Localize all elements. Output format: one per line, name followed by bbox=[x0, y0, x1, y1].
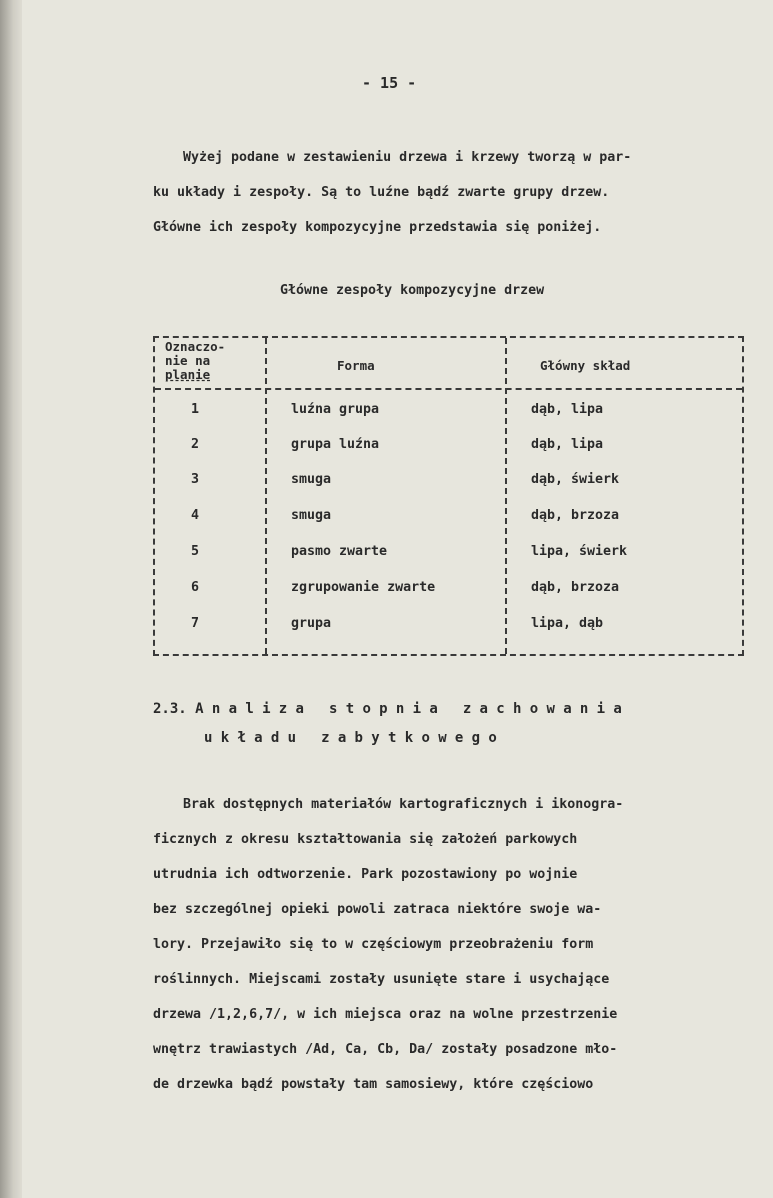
paragraph-line: de drzewka bądź powstały tam samosiewy, które częściowo bbox=[153, 1077, 594, 1092]
composition-table bbox=[153, 336, 744, 656]
paragraph-line: bez szczególnej opieki powoli zatraca niektóre swoje wa- bbox=[153, 902, 602, 917]
paragraph-line: Główne ich zespoły kompozycyjne przedstawia się poniżej. bbox=[153, 220, 602, 235]
paragraph-line: lory. Przejawiło się to w częściowym przeobrażeniu form bbox=[153, 937, 594, 952]
section-number: 2.3. bbox=[153, 701, 187, 717]
table-title: Główne zespoły kompozycyjne drzew bbox=[280, 283, 545, 298]
cell-forma: smuga bbox=[291, 472, 332, 487]
cell-number: 3 bbox=[190, 472, 199, 487]
paragraph-line: ku układy i zespoły. Są to luźne bądź zwarte grupy drzew. bbox=[153, 185, 610, 200]
table-row bbox=[155, 508, 742, 543]
paragraph-line: Brak dostępnych materiałów kartograficznych i ikonogra- bbox=[183, 797, 624, 812]
cell-forma: grupa luźna bbox=[291, 437, 380, 452]
cell-number: 2 bbox=[190, 437, 199, 452]
table-row bbox=[155, 616, 742, 651]
header-oznaczenie-line: nie na bbox=[165, 353, 211, 368]
cell-sklad: dąb, brzoza bbox=[531, 580, 620, 595]
cell-sklad: dąb, brzoza bbox=[531, 508, 620, 523]
page-number: - 15 - bbox=[362, 74, 417, 92]
cell-forma: smuga bbox=[291, 508, 332, 523]
cell-number: 4 bbox=[190, 508, 199, 523]
table-row bbox=[155, 472, 742, 507]
cell-forma: grupa bbox=[291, 616, 332, 631]
cell-sklad: dąb, lipa bbox=[531, 437, 604, 452]
binding-edge bbox=[0, 0, 22, 1198]
cell-number: 6 bbox=[190, 580, 199, 595]
table-header-divider bbox=[155, 388, 742, 390]
header-sklad: Główny skład bbox=[540, 358, 631, 373]
document-page bbox=[22, 0, 773, 1198]
paragraph-analysis bbox=[153, 787, 753, 1102]
cell-sklad: dąb, świerk bbox=[531, 472, 620, 487]
header-forma: Forma bbox=[337, 358, 375, 373]
paragraph-line: utrudnia ich odtworzenie. Park pozostawiony po wojnie bbox=[153, 867, 578, 882]
cell-forma: pasmo zwarte bbox=[291, 544, 388, 559]
cell-sklad: lipa, dąb bbox=[531, 616, 604, 631]
header-oznaczenie bbox=[165, 340, 260, 382]
cell-forma: luźna grupa bbox=[291, 402, 380, 417]
paragraph-line: Wyżej podane w zestawieniu drzewa i krzewy tworzą w par- bbox=[183, 150, 632, 165]
cell-forma: zgrupowanie zwarte bbox=[291, 580, 436, 595]
table-row bbox=[155, 580, 742, 615]
section-title-line1: Analiza stopnia zachowania bbox=[195, 701, 631, 717]
table-row bbox=[155, 402, 742, 437]
cell-sklad: lipa, świerk bbox=[531, 544, 628, 559]
table-row bbox=[155, 544, 742, 579]
header-oznaczenie-line: Oznaczo- bbox=[165, 339, 226, 354]
cell-sklad: dąb, lipa bbox=[531, 402, 604, 417]
table-row bbox=[155, 437, 742, 472]
paragraph-line: roślinnych. Miejscami zostały usunięte stare i usychające bbox=[153, 972, 610, 987]
paragraph-intro bbox=[153, 140, 753, 245]
section-heading bbox=[153, 695, 630, 753]
paragraph-line: wnętrz trawiastych /Ad, Ca, Cb, Da/ zostały posadzone mło- bbox=[153, 1042, 618, 1057]
section-heading-line1 bbox=[153, 695, 630, 724]
cell-number: 5 bbox=[190, 544, 199, 559]
header-oznaczenie-line: planie bbox=[165, 367, 211, 382]
paragraph-line: ficznych z okresu kształtowania się założeń parkowych bbox=[153, 832, 578, 847]
cell-number: 7 bbox=[190, 616, 199, 631]
paragraph-line: drzewa /1,2,6,7/, w ich miejsca oraz na wolne przestrzenie bbox=[153, 1007, 618, 1022]
cell-number: 1 bbox=[190, 402, 199, 417]
section-title-line2: układu zabytkowego bbox=[204, 730, 506, 746]
